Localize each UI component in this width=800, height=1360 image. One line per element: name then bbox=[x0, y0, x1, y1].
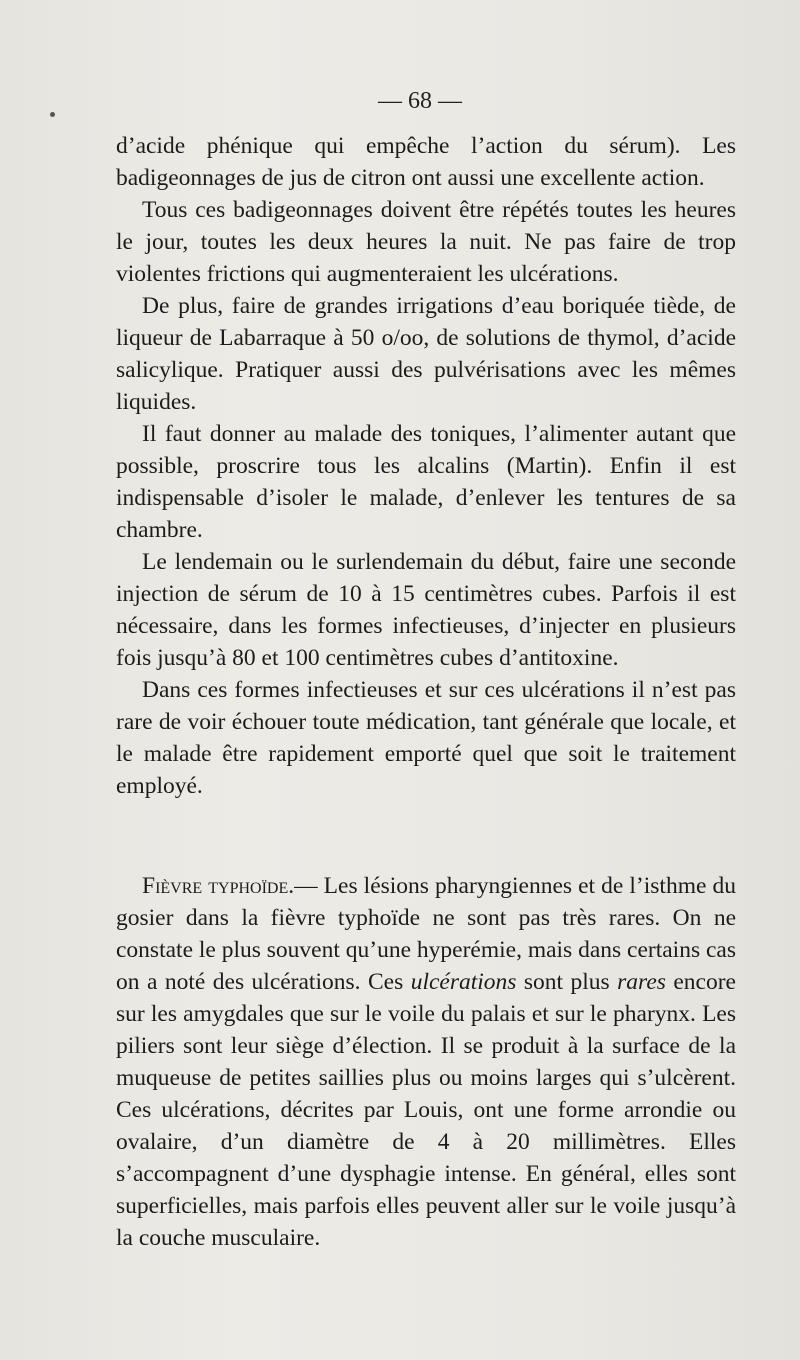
section-heading: Fièvre typhoïde.— bbox=[142, 873, 318, 899]
emphasis-text: rares bbox=[617, 969, 666, 995]
section-text: Les lésions pharyngiennes et de l’isthme du gosier dans la fièvre typhoïde ne sont pas très rares. On ne constate le plus souvent qu’une hyperémie, mais dans certains cas on a noté des ulcérations. Ces bbox=[116, 873, 736, 995]
paragraph: d’acide phénique qui empêche l’action du sérum). Les badigeonnages de jus de citron ont aussi une excellente action. bbox=[116, 133, 736, 191]
paragraph: Tous ces badigeonnages doivent être répétés toutes les heures le jour, toutes les deux heures la nuit. Ne pas faire de trop violentes frictions qui augmenteraient les ulcérations. bbox=[116, 197, 736, 287]
section-paragraph bbox=[116, 870, 736, 1254]
paragraph: Dans ces formes infectieuses et sur ces ulcérations il n’est pas rare de voir échouer toute médication, tant générale que locale, et le malade être rapidement emporté quel que soit le traitement employé. bbox=[116, 677, 736, 799]
section-typhoid bbox=[116, 870, 736, 1254]
body-text bbox=[116, 130, 736, 802]
section-text: sont plus bbox=[516, 969, 618, 995]
paragraph: Le lendemain ou le surlendemain du début, faire une seconde injection de sérum de 10 à 15 centimètres cubes. Parfois il est nécessaire, dans les formes infectieuses, d’injecter en plusieurs fois jusqu’à 80 et 100 centimètres cubes d’antitoxine. bbox=[116, 549, 736, 671]
section-text: encore sur les amygdales que sur le voile du palais et sur le pharynx. Les piliers sont leur siège d’élection. Il se produit à la surface de la muqueuse de petites saillies plus ou moins larges qui s’ulcèrent. Ces ulcérations, décrites par Louis, ont une forme arrondie ou ovalaire, d’un diamètre de 4 à 20 millimètres. Elles s’accompagnent d’une dysphagie intense. En général, elles sont superficielles, mais parfois elles peuvent aller sur le voile jusqu’à la couche musculaire. bbox=[116, 969, 736, 1251]
emphasis-text: ulcérations bbox=[410, 969, 517, 995]
paragraph: Il faut donner au malade des toniques, l’alimenter autant que possible, proscrire tous les alcalins (Martin). Enfin il est indispensable d’isoler le malade, d’enlever les tentures de sa chambre. bbox=[116, 421, 736, 543]
page-number: — 68 — bbox=[378, 88, 462, 114]
paragraph: De plus, faire de grandes irrigations d’eau boriquée tiède, de liqueur de Labarraque à 50 o/oo, de solutions de thymol, d’acide salicylique. Pratiquer aussi des pulvérisations avec les mêmes liquides. bbox=[116, 293, 736, 415]
